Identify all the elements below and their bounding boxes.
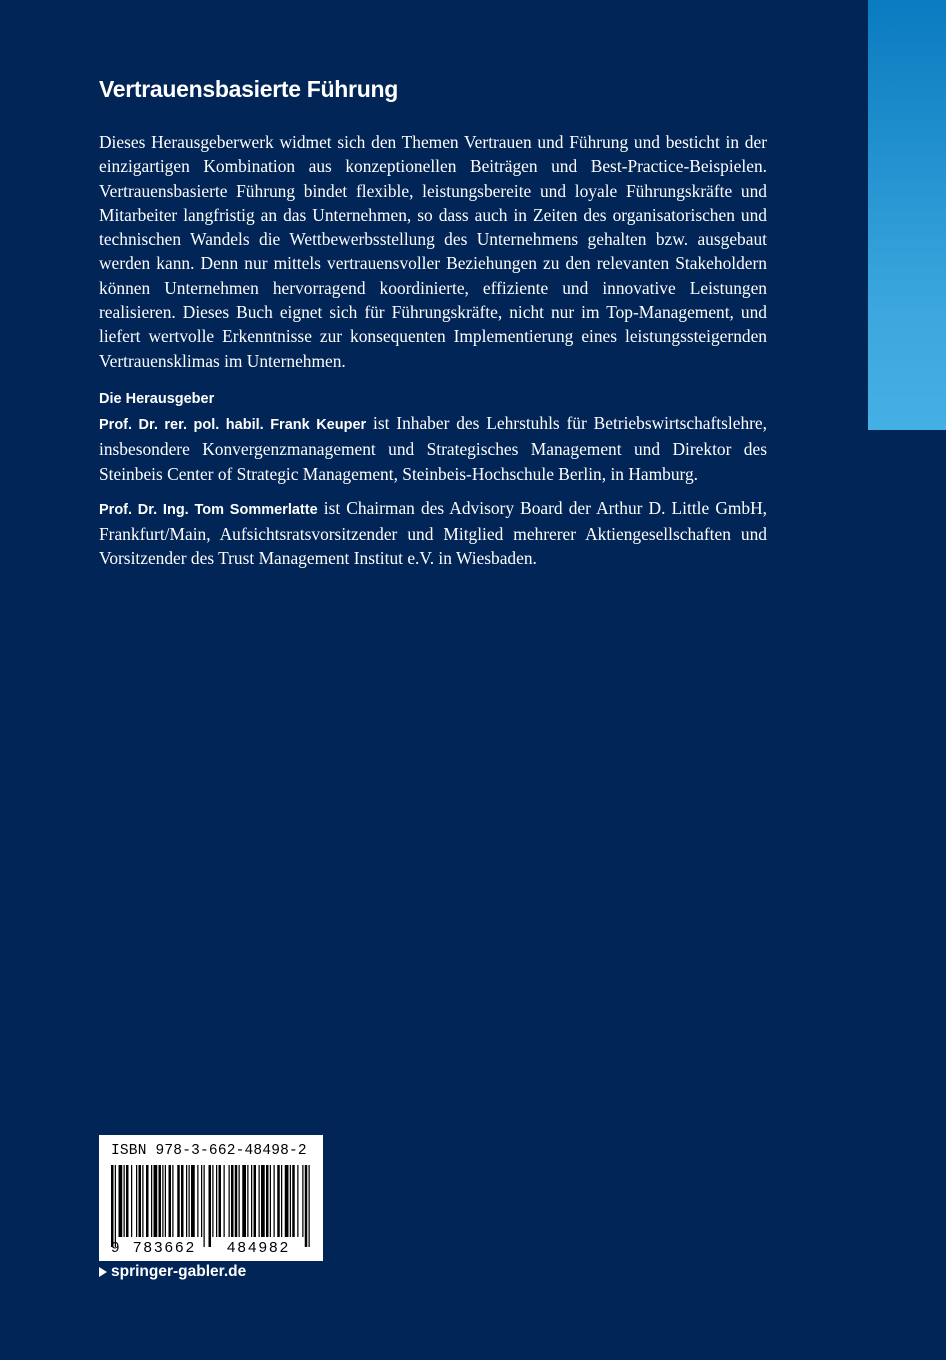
barcode-bar <box>181 1165 184 1237</box>
barcode-bar <box>204 1165 205 1247</box>
barcode-bar <box>119 1165 123 1237</box>
barcode-bar <box>197 1165 198 1237</box>
barcode-bar <box>177 1165 180 1237</box>
barcode-bar <box>124 1165 125 1237</box>
barcode-bar <box>219 1165 222 1237</box>
barcode-bar <box>290 1165 291 1237</box>
barcode-bar <box>115 1165 116 1247</box>
barcode-bar <box>274 1165 275 1237</box>
barcode-bar <box>254 1165 257 1237</box>
barcode-bar <box>139 1165 142 1237</box>
barcode-bar <box>292 1165 295 1237</box>
publisher-link[interactable] <box>99 1263 246 1281</box>
barcode-bar <box>146 1165 149 1237</box>
barcode-bar <box>189 1165 190 1237</box>
barcode-bar <box>201 1165 202 1237</box>
editor-bio-text: ist Chairman des Advisory Board der Arthur D. Little GmbH, Frankfurt/Main, Aufsichtsratsvorsitzender und Mitglied mehrerer Aktiengesellschaften und Vorsitzender des Trust Management Institut e.V. in Wiesbaden. <box>99 497 768 569</box>
barcode-bar <box>151 1165 152 1237</box>
barcode-bar <box>229 1165 230 1237</box>
barcode-bar <box>172 1165 173 1237</box>
barcode-bar <box>270 1165 271 1237</box>
barcode-bar <box>216 1165 217 1237</box>
accent-tab <box>868 0 946 430</box>
barcode-bar <box>302 1165 303 1237</box>
book-title: Vertrauensbasierte Führung <box>99 76 398 102</box>
barcode-bar <box>235 1165 238 1237</box>
barcode-bar <box>212 1165 213 1237</box>
publisher-url: springer-gabler.de <box>111 1263 247 1280</box>
barcode-bar <box>239 1165 240 1237</box>
isbn-barcode <box>99 1135 323 1261</box>
barcode-bar <box>126 1165 129 1237</box>
barcode-bar <box>162 1165 163 1237</box>
barcode-bar <box>247 1165 248 1237</box>
arrow-right-icon <box>99 1267 107 1277</box>
barcode-bar <box>159 1165 162 1237</box>
barcode-bar <box>169 1165 172 1237</box>
barcode-bar <box>154 1165 158 1237</box>
barcode-bar <box>165 1165 166 1237</box>
barcode-digits-right: 484982 <box>227 1239 291 1256</box>
barcode-bar <box>297 1165 298 1237</box>
barcode-bar <box>309 1165 310 1247</box>
barcode-digit-first: 9 <box>111 1239 120 1256</box>
barcode-bar <box>285 1165 289 1237</box>
book-description: Dieses Herausgeberwerk widmet sich den Themen Vertrauen und Führung und besticht in der einzigartigen Kombination aus konzeptionellen Beiträgen und Best-Practice-Beispielen. Vertrauensbasierte Führung bindet flexible, leistungsbereite und loyale Führungskräfte und Mitarbeiter langfristig an das Unternehmen, so dass auch in Zeiten des organisatorischen und technischen Wandels die Wettbewerbsstellung des Unternehmens gehalten bzw. ausgebaut werden kann. Denn nur mittels vertrauensvoller Beziehungen zu den relevanten Stakeholdern können Unternehmen hervorragend koordinierte, effiziente und innovative Leistungen realisieren. Dieses Buch eignet sich für Führungskräfte, nicht nur im Top-Management, und liefert wertvolle Erkenntnisse zur konsequenten Implementierung eines leistungssteigernden Vertrauensklimas im Unternehmen. <box>99 132 767 371</box>
barcode-bar <box>191 1165 195 1237</box>
back-cover-content <box>99 74 767 581</box>
barcode-bar <box>224 1165 225 1237</box>
editor-name: Prof. Dr. rer. pol. habil. Frank Keuper <box>99 416 367 433</box>
barcode-bar <box>266 1165 269 1237</box>
editor-name: Prof. Dr. Ing. Tom Sommerlatte <box>99 501 318 518</box>
barcode-bar <box>136 1165 137 1237</box>
barcode-bar <box>277 1165 280 1237</box>
barcode-bar <box>131 1165 132 1237</box>
barcode-digits-left: 783662 <box>133 1239 197 1256</box>
barcode-bar <box>251 1165 252 1237</box>
barcode-bar <box>261 1165 265 1237</box>
editor-bio <box>99 496 767 571</box>
barcode-bar <box>259 1165 260 1237</box>
isbn-label: ISBN 978-3-662-48498-2 <box>111 1143 307 1159</box>
editor-bio-text: ist Inhaber des Lehrstuhls für Betriebswirtschaftslehre, insbesondere Konvergenzmanagement und Strategisches Management und Direktor des Steinbeis Center of Strategic Management, Steinbeis-Hochschule Berlin, in Hamburg. <box>99 412 767 484</box>
barcode-bar <box>111 1165 114 1247</box>
barcode-bar <box>186 1165 187 1237</box>
barcode-bar <box>281 1165 282 1237</box>
barcode-bar <box>142 1165 143 1237</box>
barcode-bar <box>242 1165 246 1237</box>
editors-heading: Die Herausgeber <box>99 390 215 407</box>
barcode-bar <box>209 1165 212 1247</box>
editor-bio <box>99 411 767 486</box>
barcode-bar <box>231 1165 234 1237</box>
barcode-bar <box>305 1165 308 1247</box>
